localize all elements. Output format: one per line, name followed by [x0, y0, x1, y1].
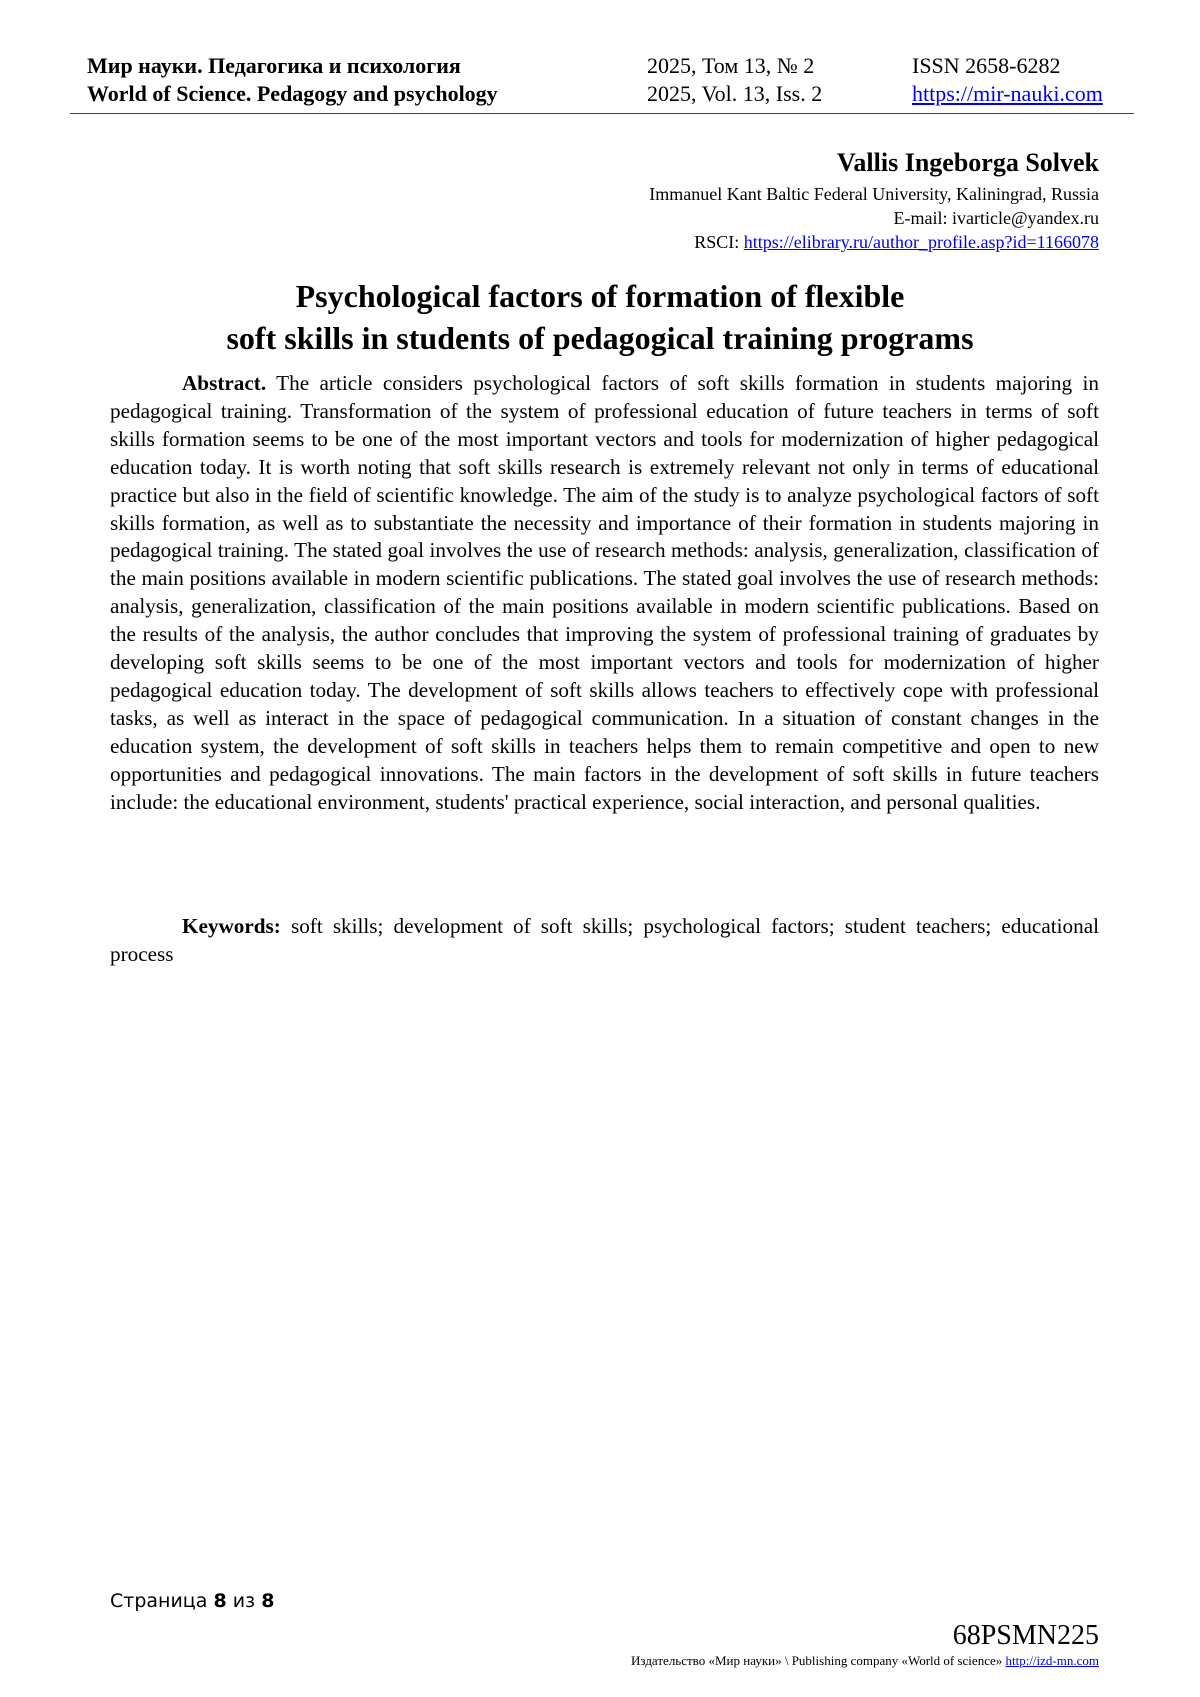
rsci-link[interactable]: https://elibrary.ru/author_profile.asp?id=1166078: [743, 232, 1099, 252]
page-middle: из: [226, 1590, 262, 1612]
keywords-label: Keywords:: [182, 914, 281, 938]
page-total: 8: [261, 1590, 275, 1612]
journal-title-en: World of Science. Pedagogy and psychology: [87, 81, 498, 106]
publisher-line: [631, 1653, 1099, 1669]
author-block: [649, 146, 1099, 254]
volume-ru: 2025, Том 13, № 2: [647, 53, 815, 78]
author-name: Vallis Ingeborga Solvek: [837, 148, 1099, 177]
document-code: 68PSMN225: [952, 1620, 1099, 1651]
volume-en: 2025, Vol. 13, Iss. 2: [647, 81, 823, 106]
keywords: [110, 913, 1099, 969]
abstract: [110, 370, 1099, 817]
author-rsci: [649, 230, 1099, 254]
publisher-text: Издательство «Мир науки» \ Publishing company «World of science»: [631, 1653, 1006, 1668]
rsci-label: RSCI:: [694, 232, 744, 252]
author-affiliation: Immanuel Kant Baltic Federal University, Kaliningrad, Russia: [649, 184, 1099, 204]
page-counter: [110, 1590, 274, 1612]
article-title-line-1: Psychological factors of formation of flexible: [295, 278, 905, 314]
page-current: 8: [213, 1590, 227, 1612]
journal-site-link[interactable]: https://mir-nauki.com: [912, 81, 1103, 106]
header-divider: [70, 113, 1134, 114]
abstract-text: The article considers psychological factors of soft skills formation in students majoring in pedagogical training. Transformation of the system of professional education of future teachers in terms of soft skills formation seems to be one of the most important vectors and tools for modernization of higher pedagogical education today. It is worth noting that soft skills research is extremely relevant not only in terms of educational practice but also in the field of scientific knowledge. The aim of the study is to analyze psychological factors of soft skills formation, as well as to substantiate the necessity and importance of their formation in students majoring in pedagogical training. The stated goal involves the use of research methods: analysis, generalization, classification of the main positions available in modern scientific publications. The stated goal involves the use of research methods: analysis, generalization, classification of the main positions available in modern scientific publications. Based on the results of the analysis, the author concludes that improving the system of professional training of graduates by developing soft skills seems to be one of the most important vectors and tools for modernization of higher pedagogical education today. The development of soft skills allows teachers to effectively cope with professional tasks, as well as interact in the space of pedagogical communication. In a situation of constant changes in the education system, the development of soft skills in teachers helps them to remain competitive and open to new opportunities and pedagogical innovations. The main factors in the development of soft skills in future teachers include: the educational environment, students' practical experience, social interaction, and personal qualities.: [110, 371, 1099, 814]
journal-header: [87, 52, 1119, 108]
author-email: E-mail: ivarticle@yandex.ru: [893, 208, 1099, 228]
page-prefix: Страница: [110, 1590, 214, 1612]
article-title: [110, 275, 1090, 359]
publisher-link[interactable]: http://izd-mn.com: [1005, 1653, 1099, 1668]
abstract-label: Abstract.: [182, 371, 267, 395]
issn: ISSN 2658-6282: [912, 53, 1061, 78]
keywords-text: soft skills; development of soft skills; psychological factors; student teachers; educational process: [110, 914, 1099, 966]
journal-title-ru: Мир науки. Педагогика и психология: [87, 53, 461, 78]
article-title-line-2: soft skills in students of pedagogical training programs: [226, 320, 974, 356]
